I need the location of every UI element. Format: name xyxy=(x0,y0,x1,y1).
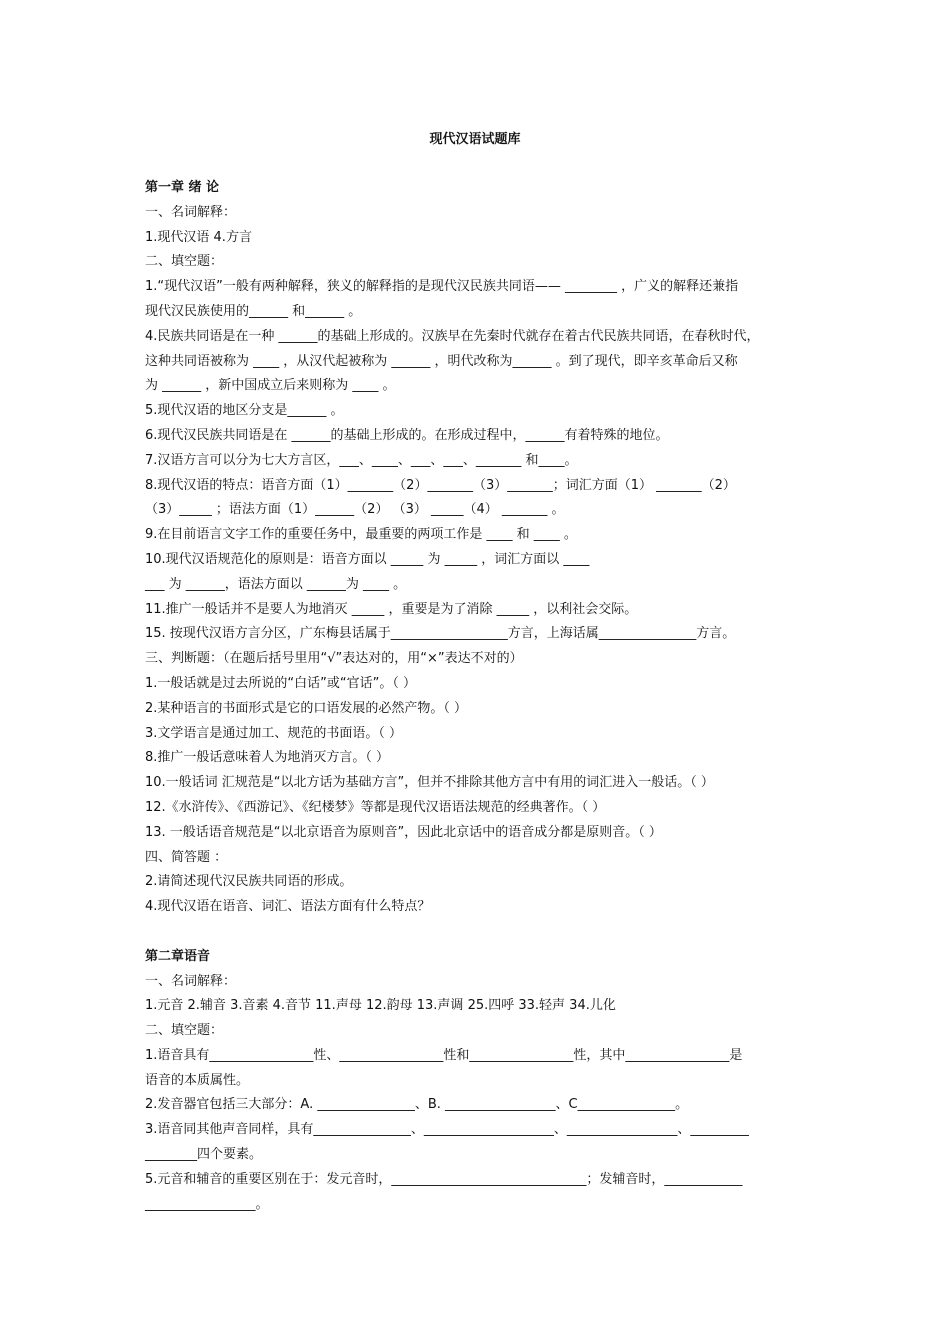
text-line: 语音的本质属性。 xyxy=(145,1072,250,1088)
text-line: 三、判断题：（在题后括号里用“√”表达对的，用“×”表达不对的） xyxy=(145,651,523,667)
text-line: _________________。 xyxy=(145,1196,269,1212)
text-line: 3.语音同其他声音同样，具有_______________、____________________、_________________、_________ xyxy=(145,1122,749,1138)
text-line: 一、名词解释： xyxy=(145,973,237,989)
text-line: 7.汉语方言可以分为七大方言区，___、____、___、___、_______ 和____。 xyxy=(145,452,578,468)
text-line: 10.现代汉语规范化的原则是：语音方面以 _____ 为 _____ ，词汇方面以 ____ xyxy=(145,551,590,567)
text-line: 8.现代汉语的特点：语音方面（1）_______（2）_______（3）_______；词汇方面（1） _______（2） xyxy=(145,477,736,493)
text-line: 一、名词解释： xyxy=(145,204,237,220)
text-line: ________四个要素。 xyxy=(145,1147,263,1163)
text-line: 1.“现代汉语”一般有两种解释，狭义的解释指的是现代汉民族共同语—— ________ ，广义的解释还兼指 xyxy=(145,279,739,295)
text-line: 二、填空题： xyxy=(145,1023,224,1039)
text-line: 1.一般话就是过去所说的“白话”或“官话”。（ ） xyxy=(145,675,416,691)
section-spacer xyxy=(145,920,810,945)
text-line: 4.民族共同语是在一种 ______的基础上形成的。汉族早在先秦时代就存在着古代民族共同语，在春秋时代， xyxy=(145,328,760,344)
text-line: 1.元音 2.辅音 3.音素 4.音节 11.声母 12.韵母 13.声调 25.四呼 33.轻声 34.儿化 xyxy=(145,998,616,1014)
text-line: 12.《水浒传》、《西游记》、《纪楼梦》等都是现代汉语语法规范的经典著作。（ ） xyxy=(145,799,606,815)
chapter-2-heading: 第二章语音 xyxy=(145,948,211,964)
text-line: 四、简答题 ： xyxy=(145,849,228,865)
text-line: （3）_____ ；语法方面（1）______（2） （3） _____（4） _______ 。 xyxy=(145,502,565,518)
text-line: 2.某种语言的书面形式是它的口语发展的必然产物。（ ） xyxy=(145,700,468,716)
text-line: 这种共同语被称为 ____ ，从汉代起被称为 ______ ，明代改称为______ 。到了现代，即辛亥革命后又称 xyxy=(145,353,738,369)
text-line: 为 ______ ，新中国成立后来则称为 ____ 。 xyxy=(145,378,396,394)
text-line: 1.现代汉语 4.方言 xyxy=(145,229,252,245)
text-line: 1.语音具有________________性、________________性和________________性，其中________________是 xyxy=(145,1047,743,1063)
chapter-2-section xyxy=(145,970,810,1218)
document-body xyxy=(145,176,810,1217)
text-line: 8.推广一般话意味着人为地消灭方言。（ ） xyxy=(145,750,390,766)
text-line: 5.现代汉语的地区分支是______ 。 xyxy=(145,403,344,419)
text-line: 2.发音器官包括三大部分：A. _______________、B. _________________、C_______________。 xyxy=(145,1097,689,1113)
text-line: 2.请简述现代汉民族共同语的形成。 xyxy=(145,874,353,890)
text-line: 3.文学语言是通过加工、规范的书面语。（ ） xyxy=(145,725,403,741)
chapter-1-heading: 第一章 绪 论 xyxy=(145,180,220,195)
text-line: ___ 为 ______，语法方面以 ______为 ____ 。 xyxy=(145,576,407,592)
document-title: 现代汉语试题库 xyxy=(429,132,521,147)
text-line: 11.推广一般话并不是要人为地消灭 _____ ，重要是为了消除 _____ ，以利社会交际。 xyxy=(145,601,638,617)
text-line: 二、填空题： xyxy=(145,254,224,270)
text-line: 13. 一般话语音规范是“以北京语音为原则音”，因此北京话中的语音成分都是原则音。（ ） xyxy=(145,824,662,840)
text-line: 5.元音和辅音的重要区别在于：发元音时，______________________________；发辅音时，____________ xyxy=(145,1171,743,1187)
text-line: 6.现代汉民族共同语是在 ______的基础上形成的。在形成过程中，______有着特殊的地位。 xyxy=(145,427,669,443)
text-line: 4.现代汉语在语音、词汇、语法方面有什么特点？ xyxy=(145,899,431,915)
text-line: 15. 按现代汉语方言分区，广东梅县话属于__________________方言，上海话属_______________方言。 xyxy=(145,626,736,642)
text-line: 9.在目前语言文字工作的重要任务中，最重要的两项工作是 ____ 和 ____ 。 xyxy=(145,527,577,543)
text-line: 10.一般话词 汇规范是“以北方话为基础方言”，但并不排除其他方言中有用的词汇进入一般话。（ ） xyxy=(145,775,714,791)
text-line: 现代汉民族使用的______ 和______ 。 xyxy=(145,303,362,319)
chapter-1-section xyxy=(145,201,810,920)
